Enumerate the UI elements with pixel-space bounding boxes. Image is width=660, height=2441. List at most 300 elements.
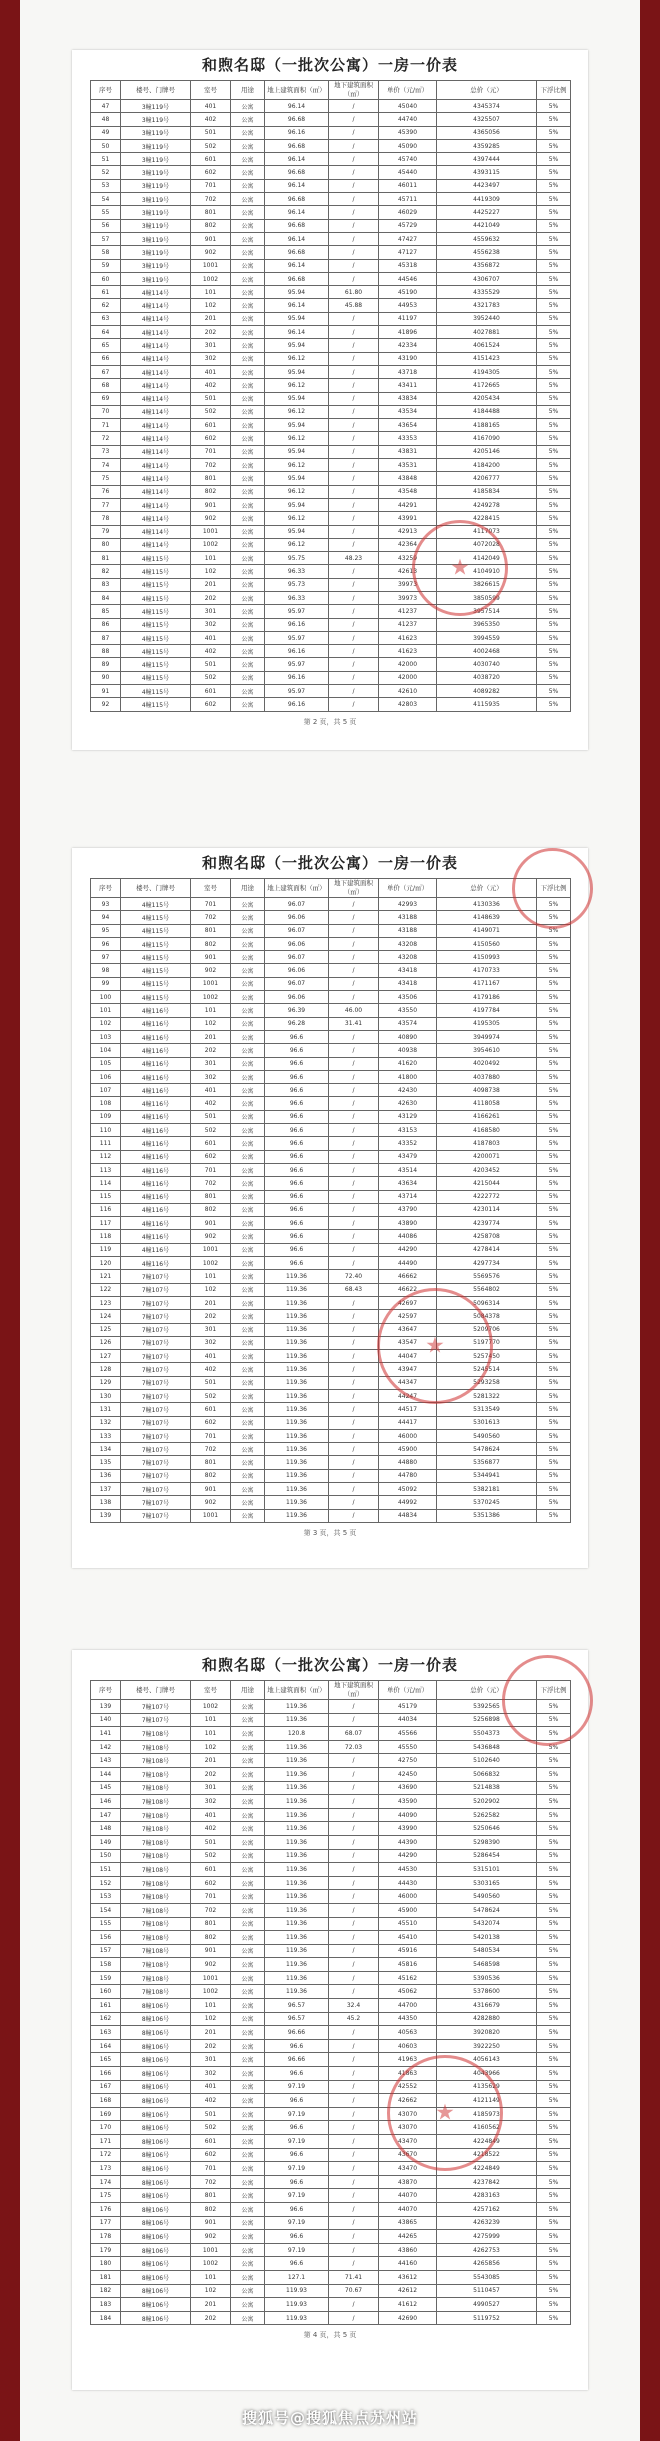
table-row [91,1323,571,1336]
table-row [91,1283,571,1296]
cell-unit-price: 41896 [379,326,437,339]
cell-serial-no: 150 [91,1849,121,1863]
cell-usage: 公寓 [231,1740,265,1754]
cell-above-ground-area: 119.36 [265,1403,329,1416]
table-row [91,565,571,578]
cell-serial-no: 146 [91,1795,121,1809]
cell-discount-rate: 5% [537,2270,571,2284]
cell-building-no: 4幢116号 [121,1110,191,1123]
cell-above-ground-area: 96.6 [265,1163,329,1176]
cell-room-no: 302 [191,2067,231,2081]
cell-underground-area: / [329,2230,379,2244]
cell-discount-rate: 5% [537,1727,571,1741]
cell-building-no: 3幢119号 [121,166,191,179]
cell-above-ground-area: 96.6 [265,2094,329,2108]
cell-underground-area: / [329,1509,379,1522]
cell-underground-area: / [329,259,379,272]
cell-unit-price: 43506 [379,991,437,1004]
table-row [91,1350,571,1363]
cell-discount-rate: 5% [537,1336,571,1349]
cell-building-no: 4幢114号 [121,365,191,378]
cell-underground-area: / [329,1376,379,1389]
cell-total-price: 4104910 [437,565,537,578]
cell-unit-price: 46000 [379,1890,437,1904]
cell-serial-no: 96 [91,937,121,950]
cell-serial-no: 143 [91,1754,121,1768]
cell-above-ground-area: 96.6 [265,1110,329,1123]
cell-above-ground-area: 119.93 [265,2311,329,2325]
cell-total-price: 4121149 [437,2094,537,2108]
cell-above-ground-area: 96.68 [265,219,329,232]
cell-underground-area: / [329,1890,379,1904]
cell-room-no: 702 [191,193,231,206]
cell-building-no: 7幢108号 [121,1931,191,1945]
cell-above-ground-area: 96.06 [265,911,329,924]
cell-serial-no: 88 [91,645,121,658]
cell-serial-no: 67 [91,365,121,378]
cell-room-no: 601 [191,1137,231,1150]
cell-above-ground-area: 119.36 [265,1429,329,1442]
cell-building-no: 4幢114号 [121,286,191,299]
cell-unit-price: 41197 [379,312,437,325]
cell-usage: 公寓 [231,1483,265,1496]
cell-above-ground-area: 96.6 [265,1203,329,1216]
cell-unit-price: 39973 [379,591,437,604]
cell-unit-price: 45900 [379,1443,437,1456]
cell-serial-no: 65 [91,339,121,352]
table-row [91,1124,571,1137]
cell-total-price: 4200071 [437,1150,537,1163]
cell-above-ground-area: 119.36 [265,1376,329,1389]
cell-serial-no: 94 [91,911,121,924]
cell-usage: 公寓 [231,2094,265,2108]
cell-total-price: 4194305 [437,365,537,378]
cell-unit-price: 45711 [379,193,437,206]
cell-unit-price: 45090 [379,139,437,152]
cell-room-no: 801 [191,206,231,219]
cell-above-ground-area: 96.6 [265,1243,329,1256]
cell-underground-area: / [329,1177,379,1190]
cell-serial-no: 61 [91,286,121,299]
cell-building-no: 4幢115号 [121,698,191,711]
cell-discount-rate: 5% [537,1700,571,1714]
table-row [91,179,571,192]
cell-usage: 公寓 [231,472,265,485]
cell-above-ground-area: 96.16 [265,671,329,684]
cell-serial-no: 166 [91,2067,121,2081]
cell-discount-rate: 5% [537,2135,571,2149]
cell-discount-rate: 5% [537,591,571,604]
cell-unit-price: 43848 [379,472,437,485]
cell-above-ground-area: 96.6 [265,2039,329,2053]
cell-above-ground-area: 96.68 [265,113,329,126]
cell-above-ground-area: 96.16 [265,645,329,658]
cell-above-ground-area: 119.36 [265,1323,329,1336]
cell-discount-rate: 5% [537,1958,571,1972]
cell-building-no: 7幢107号 [121,1443,191,1456]
cell-building-no: 7幢108号 [121,1727,191,1741]
cell-total-price: 5197770 [437,1336,537,1349]
cell-discount-rate: 5% [537,1781,571,1795]
cell-underground-area: / [329,153,379,166]
cell-serial-no: 131 [91,1403,121,1416]
cell-serial-no: 79 [91,525,121,538]
cell-total-price: 4230114 [437,1203,537,1216]
cell-total-price: 4061524 [437,339,537,352]
cell-above-ground-area: 119.36 [265,1509,329,1522]
cell-underground-area: / [329,312,379,325]
cell-above-ground-area: 96.12 [265,352,329,365]
cell-unit-price: 46662 [379,1270,437,1283]
cell-building-no: 7幢107号 [121,1483,191,1496]
cell-discount-rate: 5% [537,1985,571,1999]
table-row [91,1713,571,1727]
cell-serial-no: 68 [91,379,121,392]
cell-usage: 公寓 [231,1999,265,2013]
cell-unit-price: 43548 [379,485,437,498]
cell-underground-area: / [329,1456,379,1469]
cell-usage: 公寓 [231,1781,265,1795]
cell-total-price: 4306707 [437,272,537,285]
cell-unit-price: 43070 [379,2107,437,2121]
cell-total-price: 4148639 [437,911,537,924]
cell-above-ground-area: 119.36 [265,1389,329,1402]
cell-above-ground-area: 96.07 [265,924,329,937]
cell-underground-area: / [329,326,379,339]
cell-serial-no: 82 [91,565,121,578]
cell-underground-area: / [329,1389,379,1402]
cell-underground-area: / [329,1971,379,1985]
cell-building-no: 7幢108号 [121,1740,191,1754]
cell-underground-area: / [329,2175,379,2189]
cell-building-no: 7幢107号 [121,1310,191,1323]
cell-room-no: 901 [191,498,231,511]
cell-serial-no: 178 [91,2230,121,2244]
cell-serial-no: 165 [91,2053,121,2067]
cell-serial-no: 154 [91,1903,121,1917]
cell-usage: 公寓 [231,2284,265,2298]
cell-room-no: 501 [191,126,231,139]
table-row [91,1767,571,1781]
cell-room-no: 1001 [191,259,231,272]
cell-unit-price: 43834 [379,392,437,405]
table-row [91,339,571,352]
cell-serial-no: 74 [91,459,121,472]
cell-unit-price: 43531 [379,459,437,472]
cell-room-no: 502 [191,405,231,418]
cell-usage: 公寓 [231,1257,265,1270]
cell-unit-price: 43870 [379,2175,437,2189]
cell-serial-no: 170 [91,2121,121,2135]
cell-total-price: 5250646 [437,1822,537,1836]
cell-serial-no: 50 [91,139,121,152]
cell-serial-no: 64 [91,326,121,339]
cell-underground-area: / [329,1713,379,1727]
cell-unit-price: 42630 [379,1097,437,1110]
cell-underground-area: / [329,139,379,152]
cell-total-price: 5256898 [437,1713,537,1727]
cell-discount-rate: 5% [537,259,571,272]
table-row [91,591,571,604]
cell-usage: 公寓 [231,538,265,551]
cell-serial-no: 89 [91,658,121,671]
cell-unit-price: 45318 [379,259,437,272]
cell-discount-rate: 5% [537,472,571,485]
cell-unit-price: 44953 [379,299,437,312]
table-row [91,1483,571,1496]
cell-building-no: 4幢116号 [121,1124,191,1137]
cell-total-price: 3826615 [437,578,537,591]
cell-total-price: 3922250 [437,2039,537,2053]
cell-building-no: 7幢107号 [121,1323,191,1336]
cell-above-ground-area: 97.19 [265,2189,329,2203]
table-row [91,1363,571,1376]
table-row [91,1137,571,1150]
cell-serial-no: 126 [91,1336,121,1349]
cell-serial-no: 85 [91,605,121,618]
cell-unit-price: 43470 [379,2162,437,2176]
cell-serial-no: 103 [91,1030,121,1043]
cell-room-no: 201 [191,1754,231,1768]
cell-underground-area: / [329,1257,379,1270]
cell-serial-no: 148 [91,1822,121,1836]
cell-discount-rate: 5% [537,2026,571,2040]
cell-above-ground-area: 119.36 [265,1849,329,1863]
cell-above-ground-area: 119.93 [265,2284,329,2298]
cell-room-no: 301 [191,2053,231,2067]
cell-serial-no: 130 [91,1389,121,1402]
cell-total-price: 5370245 [437,1496,537,1509]
column-header-discount-rate: 下浮比例 [537,1681,571,1700]
cell-discount-rate: 5% [537,459,571,472]
table-header-row [91,81,571,100]
column-header-above-ground-area: 地上建筑面积（㎡） [265,879,329,898]
cell-usage: 公寓 [231,2298,265,2312]
cell-usage: 公寓 [231,1416,265,1429]
cell-usage: 公寓 [231,2080,265,2094]
column-header-discount-rate: 下浮比例 [537,81,571,100]
cell-building-no: 7幢107号 [121,1336,191,1349]
cell-serial-no: 147 [91,1808,121,1822]
cell-usage: 公寓 [231,2121,265,2135]
table-row [91,631,571,644]
cell-building-no: 4幢114号 [121,379,191,392]
cell-above-ground-area: 95.73 [265,578,329,591]
column-header-room-no: 室号 [191,879,231,898]
table-row [91,206,571,219]
cell-serial-no: 51 [91,153,121,166]
cell-discount-rate: 5% [537,552,571,565]
cell-total-price: 3920820 [437,2026,537,2040]
cell-serial-no: 120 [91,1257,121,1270]
cell-serial-no: 66 [91,352,121,365]
cell-discount-rate: 5% [537,2298,571,2312]
cell-above-ground-area: 119.36 [265,1822,329,1836]
cell-building-no: 8幢106号 [121,2094,191,2108]
cell-building-no: 8幢106号 [121,1999,191,2013]
cell-above-ground-area: 95.94 [265,365,329,378]
cell-building-no: 4幢115号 [121,991,191,1004]
table-row [91,512,571,525]
cell-unit-price: 44034 [379,1713,437,1727]
table-row [91,578,571,591]
cell-unit-price: 43890 [379,1217,437,1230]
cell-total-price: 4206777 [437,472,537,485]
cell-total-price: 5569576 [437,1270,537,1283]
table-row [91,299,571,312]
cell-discount-rate: 5% [537,1217,571,1230]
cell-total-price: 4265856 [437,2257,537,2271]
cell-underground-area: / [329,472,379,485]
table-row [91,1971,571,1985]
cell-underground-area: / [329,898,379,911]
cell-building-no: 7幢107号 [121,1429,191,1442]
cell-room-no: 801 [191,1190,231,1203]
cell-total-price: 4030740 [437,658,537,671]
cell-above-ground-area: 96.28 [265,1017,329,1030]
table-row [91,1903,571,1917]
cell-discount-rate: 5% [537,1931,571,1945]
cell-room-no: 301 [191,605,231,618]
cell-discount-rate: 5% [537,1429,571,1442]
cell-room-no: 701 [191,1429,231,1442]
cell-serial-no: 177 [91,2216,121,2230]
cell-serial-no: 117 [91,1217,121,1230]
table-row [91,113,571,126]
star-icon: ★ [435,2100,455,2126]
cell-unit-price: 45900 [379,1903,437,1917]
cell-total-price: 3994559 [437,631,537,644]
cell-above-ground-area: 119.36 [265,1283,329,1296]
cell-serial-no: 119 [91,1243,121,1256]
cell-usage: 公寓 [231,1097,265,1110]
cell-discount-rate: 5% [537,1917,571,1931]
cell-room-no: 401 [191,2080,231,2094]
cell-discount-rate: 5% [537,2257,571,2271]
cell-total-price: 4037880 [437,1070,537,1083]
cell-total-price: 4149071 [437,924,537,937]
cell-total-price: 5286454 [437,1849,537,1863]
cell-total-price: 4135629 [437,2080,537,2094]
cell-discount-rate: 5% [537,299,571,312]
cell-underground-area: 31.41 [329,1017,379,1030]
cell-room-no: 501 [191,1835,231,1849]
table-row [91,405,571,418]
cell-above-ground-area: 119.36 [265,1310,329,1323]
cell-usage: 公寓 [231,2257,265,2271]
cell-discount-rate: 5% [537,286,571,299]
cell-usage: 公寓 [231,2026,265,2040]
table-row [91,2039,571,2053]
cell-unit-price: 43208 [379,951,437,964]
cell-unit-price: 41963 [379,2053,437,2067]
cell-underground-area: / [329,1416,379,1429]
cell-serial-no: 106 [91,1070,121,1083]
cell-total-price: 5119752 [437,2311,537,2325]
cell-building-no: 7幢108号 [121,1944,191,1958]
table-row [91,153,571,166]
cell-room-no: 1002 [191,1985,231,1999]
cell-total-price: 4197784 [437,1004,537,1017]
cell-serial-no: 175 [91,2189,121,2203]
cell-discount-rate: 5% [537,512,571,525]
cell-serial-no: 70 [91,405,121,418]
cell-underground-area: / [329,485,379,498]
cell-room-no: 701 [191,179,231,192]
cell-above-ground-area: 119.36 [265,1835,329,1849]
cell-building-no: 7幢107号 [121,1296,191,1309]
cell-unit-price: 47127 [379,246,437,259]
cell-underground-area: / [329,166,379,179]
cell-underground-area: / [329,2094,379,2108]
cell-unit-price: 43547 [379,1336,437,1349]
cell-building-no: 7幢107号 [121,1469,191,1482]
table-row [91,991,571,1004]
cell-total-price: 3949974 [437,1030,537,1043]
cell-unit-price: 44160 [379,2257,437,2271]
cell-underground-area: / [329,1124,379,1137]
cell-building-no: 4幢115号 [121,937,191,950]
cell-discount-rate: 5% [537,671,571,684]
cell-room-no: 601 [191,2135,231,2149]
cell-total-price: 5480534 [437,1944,537,1958]
page-title: 和煦名邸（一批次公寓）一房一价表 [201,56,458,74]
cell-underground-area: / [329,1496,379,1509]
cell-room-no: 101 [191,552,231,565]
cell-serial-no: 157 [91,1944,121,1958]
cell-usage: 公寓 [231,1044,265,1057]
cell-room-no: 1001 [191,2243,231,2257]
cell-above-ground-area: 96.12 [265,379,329,392]
cell-unit-price: 43670 [379,2148,437,2162]
cell-serial-no: 158 [91,1958,121,1972]
cell-discount-rate: 5% [537,2067,571,2081]
cell-serial-no: 164 [91,2039,121,2053]
cell-above-ground-area: 119.36 [265,1890,329,1904]
cell-serial-no: 128 [91,1363,121,1376]
cell-room-no: 202 [191,1310,231,1323]
cell-room-no: 202 [191,1044,231,1057]
table-row [91,2135,571,2149]
cell-discount-rate: 5% [537,1283,571,1296]
cell-room-no: 101 [191,1727,231,1741]
cell-building-no: 4幢115号 [121,951,191,964]
cell-above-ground-area: 97.19 [265,2216,329,2230]
table-row [91,219,571,232]
cell-room-no: 702 [191,911,231,924]
table-row [91,645,571,658]
cell-underground-area: / [329,1822,379,1836]
cell-room-no: 1001 [191,977,231,990]
cell-total-price: 4072028 [437,538,537,551]
cell-building-no: 8幢106号 [121,2284,191,2298]
cell-unit-price: 44517 [379,1403,437,1416]
cell-discount-rate: 5% [537,379,571,392]
price-table [90,1680,571,2325]
cell-room-no: 602 [191,432,231,445]
table-row [91,432,571,445]
cell-discount-rate: 5% [537,352,571,365]
cell-discount-rate: 5% [537,898,571,911]
cell-unit-price: 42803 [379,698,437,711]
table-row [91,2202,571,2216]
column-header-underground-area: 地下建筑面积（㎡） [329,1681,379,1700]
cell-above-ground-area: 96.12 [265,538,329,551]
cell-underground-area: / [329,1137,379,1150]
cell-serial-no: 142 [91,1740,121,1754]
cell-room-no: 1002 [191,1257,231,1270]
cell-unit-price: 42610 [379,685,437,698]
